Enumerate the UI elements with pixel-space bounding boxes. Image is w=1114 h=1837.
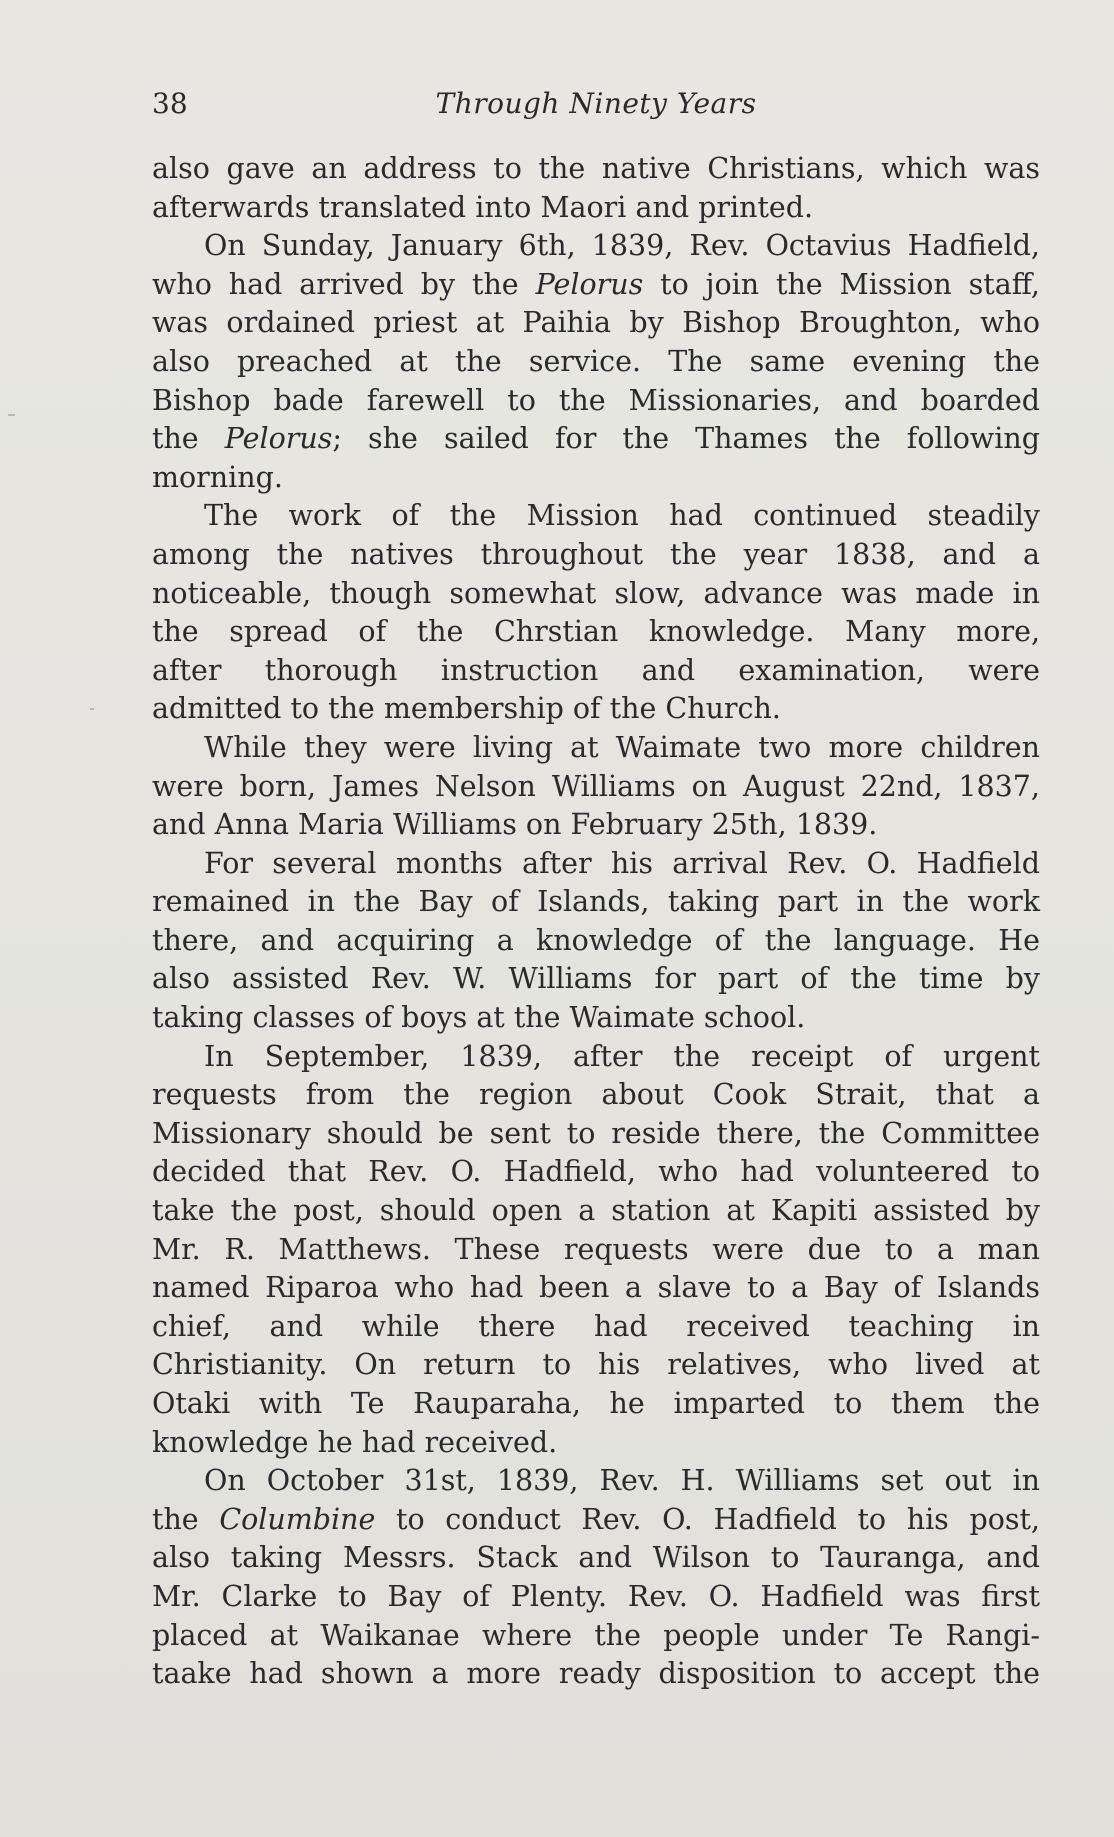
running-header <box>152 86 1040 122</box>
text-line: placed at Waikanae where the people under Te Rangi- <box>152 1618 1040 1652</box>
paragraph <box>152 1038 1040 1463</box>
text-line: Bishop bade farewell to the Missionaries, and boarded <box>152 383 1040 417</box>
text-line: knowledge he had received. <box>152 1425 558 1459</box>
text-line: taake had shown a more ready disposition to accept the <box>152 1657 1040 1691</box>
page-number: 38 <box>152 87 188 120</box>
text-line <box>152 420 1040 459</box>
text-line: and Anna Maria Williams on February 25th, 1839. <box>152 808 878 842</box>
text-line: For several months after his arrival Rev. O. Hadfield <box>204 846 1040 880</box>
text-line: taking classes of boys at the Waimate school. <box>152 1001 806 1035</box>
text-line: In September, 1839, after the receipt of urgent <box>204 1039 1040 1073</box>
body-text <box>152 150 1040 1694</box>
text-line: also taking Messrs. Stack and Wilson to Tauranga, and <box>152 1541 1040 1575</box>
text-run: who had arrived by the <box>152 267 536 301</box>
ship-name: Pelorus <box>224 422 333 456</box>
text-line: On October 31st, 1839, Rev. H. Williams set out in <box>204 1464 1040 1498</box>
text-line: afterwards translated into Maori and printed. <box>152 190 814 224</box>
text-line: the spread of the Chrstian knowledge. Many more, <box>152 615 1040 649</box>
paragraph <box>152 729 1040 845</box>
text-line: Christianity. On return to his relatives, who lived at <box>152 1348 1040 1382</box>
text-line: remained in the Bay of Islands, taking part in the work <box>152 885 1040 919</box>
paragraph <box>152 227 1040 497</box>
text-line: Missionary should be sent to reside there, the Committee <box>152 1116 1040 1150</box>
paragraph <box>152 845 1040 1038</box>
paragraph <box>152 497 1040 729</box>
paragraph <box>152 150 1040 227</box>
text-line: also preached at the service. The same evening the <box>152 344 1040 378</box>
margin-speck <box>90 708 94 710</box>
text-line: Otaki with Te Rauparaha, he imparted to them the <box>152 1387 1040 1420</box>
ship-name: Pelorus <box>535 267 644 301</box>
text-line: While they were living at Waimate two more children <box>204 730 1040 764</box>
text-line: take the post, should open a station at Kapiti assisted by <box>152 1194 1040 1228</box>
text-line: also gave an address to the native Christians, which was <box>152 152 1040 185</box>
text-line <box>152 266 1040 305</box>
text-line: morning. <box>152 460 283 494</box>
text-run: the <box>152 422 225 456</box>
text-line: noticeable, though somewhat slow, advance was made in <box>152 576 1040 610</box>
ship-name: Columbine <box>219 1502 376 1536</box>
text-line: there, and acquiring a knowledge of the language. He <box>152 923 1040 957</box>
text-line: decided that Rev. O. Hadfield, who had volunteered to <box>152 1155 1040 1189</box>
text-line: On Sunday, January 6th, 1839, Rev. Octavius Hadfield, <box>204 229 1040 263</box>
text-line: also assisted Rev. W. Williams for part of the time by <box>152 962 1040 996</box>
text-line: were born, James Nelson Williams on August 22nd, 1837, <box>152 769 1040 803</box>
text-line: Mr. Clarke to Bay of Plenty. Rev. O. Hadfield was first <box>152 1579 1040 1613</box>
text-line: The work of the Mission had continued steadily <box>204 499 1040 533</box>
text-line: after thorough instruction and examination, were <box>152 653 1040 687</box>
text-run: to join the Mission staff, <box>643 267 1040 301</box>
text-line: was ordained priest at Paihia by Bishop Broughton, who <box>152 306 1040 340</box>
running-title: Through Ninety Years <box>435 87 757 120</box>
text-line <box>152 1501 1040 1540</box>
margin-speck <box>8 414 15 416</box>
paragraph <box>152 1462 1040 1694</box>
text-line: named Riparoa who had been a slave to a Bay of Islands <box>152 1271 1040 1305</box>
text-run: ; she sailed for the Thames the following <box>332 422 1041 456</box>
text-line: among the natives throughout the year 1838, and a <box>152 537 1040 571</box>
text-line: Mr. R. Matthews. These requests were due to a man <box>152 1232 1040 1266</box>
text-line: chief, and while there had received teaching in <box>152 1309 1040 1343</box>
text-line: admitted to the membership of the Church. <box>152 692 781 726</box>
text-run: to conduct Rev. O. Hadfield to his post, <box>375 1502 1040 1536</box>
text-run: the <box>152 1502 220 1536</box>
text-line: requests from the region about Cook Strait, that a <box>152 1078 1040 1112</box>
